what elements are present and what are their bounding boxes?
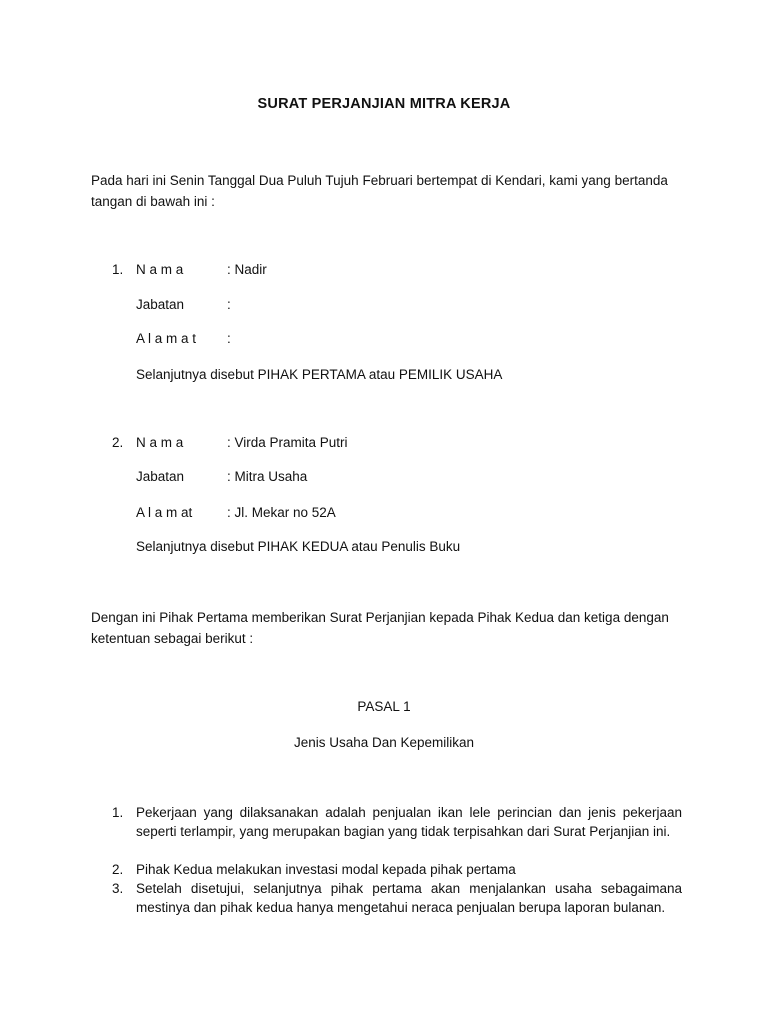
list-item — [112, 879, 682, 917]
intro-paragraph: Pada hari ini Senin Tanggal Dua Puluh Tujuh Februari bertempat di Kendari, kami yang bertanda tangan di bawah ini : — [91, 173, 668, 209]
name-value: : Nadir — [227, 262, 267, 277]
jabatan-value: : — [227, 297, 231, 312]
jabatan-label: Jabatan — [136, 469, 185, 484]
alamat-value: : Jl. Mekar no 52A — [227, 505, 336, 520]
clause-text: Pekerjaan yang dilaksanakan adalah penjualan ikan lele perincian dan jenis pekerjaan seperti terlampir, yang merupakan bagian yang tidak terpisahkan dari Surat Perjanjian ini. — [136, 805, 682, 839]
list-item — [112, 803, 682, 860]
jabatan-label: Jabatan — [136, 297, 185, 312]
clause-text: Pihak Kedua melakukan investasi modal kepada pihak pertama — [136, 862, 516, 877]
alamat-label: A l a m at — [136, 505, 193, 520]
party-number: 2. — [112, 435, 124, 450]
pasal-subheading: Jenis Usaha Dan Kepemilikan — [293, 735, 475, 750]
party-note: Selanjutnya disebut PIHAK PERTAMA atau PEMILIK USAHA — [136, 367, 503, 382]
jabatan-value: : Mitra Usaha — [227, 469, 308, 484]
clause-number: 1. — [112, 805, 124, 820]
name-value: : Virda Pramita Putri — [227, 435, 348, 450]
list-item — [112, 860, 682, 879]
name-label: N a m a — [136, 435, 184, 450]
document-title: SURAT PERJANJIAN MITRA KERJA — [257, 96, 511, 112]
clause-text: Setelah disetujui, selanjutnya pihak pertama akan menjalankan usaha sebagaimana mestinya dan pihak kedua hanya mengetahui neraca penjualan berupa laporan bulanan. — [136, 881, 682, 915]
name-label: N a m a — [136, 262, 184, 277]
party-note: Selanjutnya disebut PIHAK KEDUA atau Penulis Buku — [136, 539, 461, 554]
alamat-value: : — [227, 331, 231, 346]
alamat-label: A l a m a t — [136, 331, 197, 346]
party-number: 1. — [112, 262, 124, 277]
pasal-heading: PASAL 1 — [357, 699, 411, 714]
statement-paragraph: Dengan ini Pihak Pertama memberikan Surat Perjanjian kepada Pihak Kedua dan ketiga dengan ketentuan sebagai berikut : — [91, 610, 669, 646]
clause-number: 3. — [112, 881, 124, 896]
clause-number: 2. — [112, 862, 124, 877]
